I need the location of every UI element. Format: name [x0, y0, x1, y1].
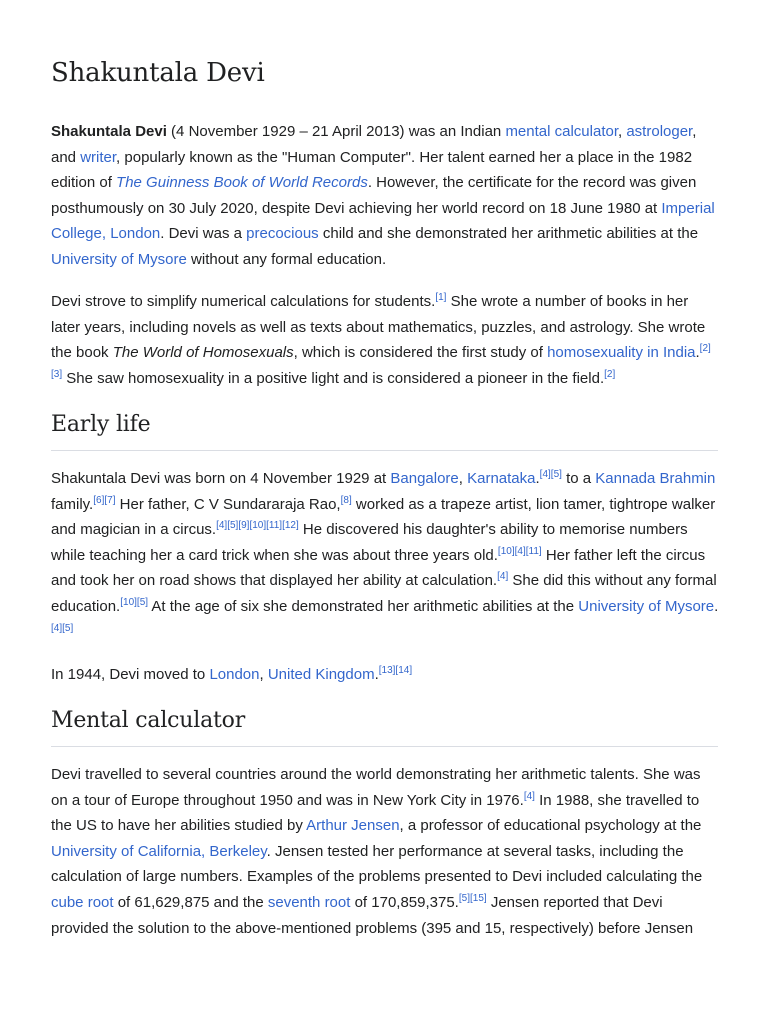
- link-karnataka[interactable]: Karnataka: [467, 470, 536, 487]
- link-university-of-mysore[interactable]: University of Mysore: [51, 250, 187, 268]
- citation[interactable]: [5][15]: [458, 892, 487, 904]
- text: Her father, C V Sundararaja Rao,: [115, 495, 341, 513]
- text: ,: [618, 123, 627, 140]
- page-title: Shakuntala Devi: [51, 58, 265, 88]
- link-arthur-jensen[interactable]: Arthur Jensen: [306, 817, 400, 835]
- text: . Jensen tested her performance at several tasks, including the calculation of large numbers. Examples of the problems presented to Devi included calculating the: [51, 842, 703, 886]
- text: She wrote a number of books in her later years, including novels as well as texts about mathematics, puzzles, and astrology. She wrote the book: [51, 293, 706, 362]
- text: of 61,629,875 and the: [113, 893, 268, 911]
- text: ,: [458, 470, 468, 487]
- text: , and: [51, 123, 697, 166]
- citation[interactable]: [4][5]: [51, 622, 74, 634]
- link-homosexuality-in-india[interactable]: homosexuality in India: [547, 344, 696, 362]
- text: At the age of six she demonstrated her arithmetic abilities at the: [148, 597, 579, 615]
- citation[interactable]: [3]: [51, 368, 63, 380]
- link-precocious[interactable]: precocious: [246, 225, 319, 243]
- mental-calculator-paragraph-1: [51, 762, 719, 941]
- text: without any formal education.: [186, 250, 387, 268]
- text: child and she demonstrated her arithmetic abilities at the: [318, 225, 699, 243]
- link-cube-root[interactable]: cube root: [51, 893, 114, 911]
- text: ,: [259, 666, 268, 683]
- citation[interactable]: [4]: [497, 571, 509, 583]
- text: , a professor of educational psychology at the: [399, 817, 702, 835]
- text: worked as a trapeze artist, lion tamer, tightrope walker and magician in a circus.: [51, 495, 716, 539]
- citation[interactable]: [13][14]: [378, 665, 413, 676]
- section-heading-mental-calculator: Mental calculator: [51, 705, 718, 747]
- link-writer[interactable]: writer: [80, 148, 117, 166]
- text: . Devi was a: [160, 225, 247, 243]
- text: Jensen reported that Devi provided the solution to the above-mentioned problems (395 and 15, respectively) before Jensen: [51, 893, 694, 937]
- text: Devi travelled to several countries around the world demonstrating her arithmetic talents. She was on a tour of Europe throughout 1950 and was in New York City in 1976.: [51, 766, 701, 809]
- citation[interactable]: [2]: [699, 343, 711, 355]
- citation[interactable]: [10][4][11]: [497, 545, 542, 557]
- text: She did this without any formal education.: [51, 572, 717, 615]
- link-astrologer[interactable]: astrologer: [626, 123, 693, 140]
- link-united-kingdom[interactable]: United Kingdom: [267, 666, 375, 683]
- text: .: [374, 666, 379, 683]
- text: She saw homosexuality in a positive light and is considered a pioneer in the field.: [62, 369, 605, 387]
- text: .: [535, 470, 540, 487]
- text: , which is considered the first study of: [293, 344, 548, 362]
- link-university-of-mysore[interactable]: University of Mysore: [578, 597, 715, 615]
- citation[interactable]: [1]: [435, 292, 447, 303]
- book-title: The World of Homosexuals: [112, 344, 294, 362]
- early-life-paragraph-2: [51, 662, 719, 688]
- section-heading-early-life: Early life: [51, 409, 718, 451]
- subject-name: Shakuntala Devi: [51, 123, 167, 140]
- citation[interactable]: [8]: [340, 494, 352, 506]
- text: In 1944, Devi moved to: [51, 666, 210, 683]
- text: (4 November 1929 – 21 April 2013) was an Indian: [166, 123, 506, 140]
- link-uc-berkeley[interactable]: University of California, Berkeley: [51, 842, 267, 860]
- text: In 1988, she travelled to the US to have her abilities studied by: [51, 791, 700, 835]
- intro-paragraph-1: [51, 119, 719, 273]
- text: of 170,859,375.: [350, 893, 459, 911]
- text: .: [695, 344, 700, 362]
- citation[interactable]: [6][7]: [93, 494, 116, 506]
- citation[interactable]: [4][5]: [539, 469, 562, 480]
- intro-paragraph-2: [51, 289, 719, 391]
- link-london[interactable]: London: [209, 666, 260, 683]
- link-imperial-college[interactable]: Imperial College, London: [51, 199, 715, 243]
- text: to a: [561, 470, 596, 487]
- text: , popularly known as the "Human Computer". Her talent earned her a place in the 1982 edition of: [51, 148, 693, 192]
- text: family.: [51, 495, 94, 513]
- early-life-paragraph-1: [51, 466, 719, 645]
- text: Her father left the circus and took her on road shows that displayed her ability at calculation.: [51, 546, 706, 590]
- citation[interactable]: [4]: [523, 790, 535, 802]
- text: Shakuntala Devi was born on 4 November 1929 at: [51, 470, 391, 487]
- text: . However, the certificate for the record was given posthumously on 30 July 2020, despite Devi achieving her world record on 18 June 1980 at: [51, 174, 697, 217]
- text: Devi strove to simplify numerical calculations for students.: [51, 293, 436, 310]
- link-bangalore[interactable]: Bangalore: [390, 470, 459, 487]
- citation[interactable]: [10][5]: [120, 596, 149, 608]
- citation[interactable]: [2]: [604, 368, 616, 380]
- text: .: [714, 597, 719, 615]
- link-seventh-root[interactable]: seventh root: [267, 893, 351, 911]
- link-mental-calculator[interactable]: mental calculator: [505, 123, 618, 140]
- text: He discovered his daughter's ability to memorise numbers while teaching her a card trick when she was about three years old.: [51, 521, 688, 564]
- link-kannada-brahmin[interactable]: Kannada Brahmin: [595, 470, 716, 487]
- link-guinness-book[interactable]: The Guinness Book of World Records: [116, 174, 368, 192]
- citation[interactable]: [4][5][9][10][11][12]: [216, 520, 299, 532]
